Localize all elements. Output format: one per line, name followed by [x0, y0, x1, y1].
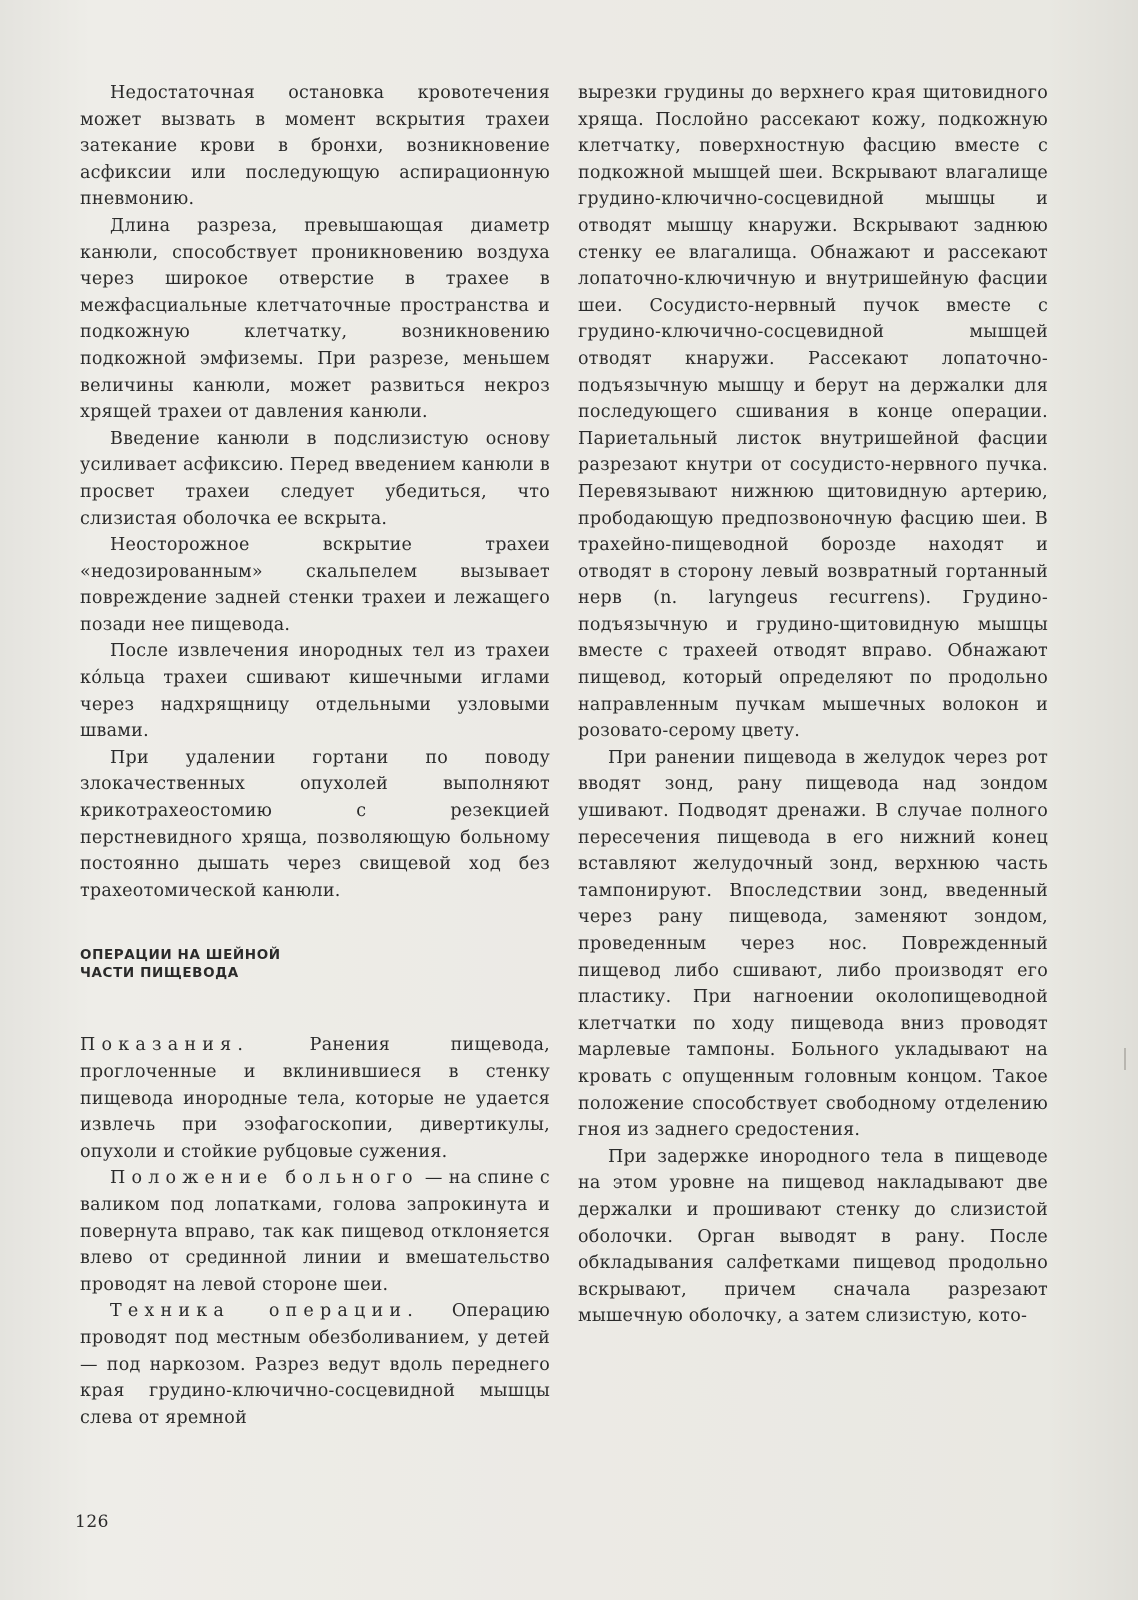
left-column: [80, 80, 550, 1431]
paragraph: При удалении гортани по поводу злокачественных опухолей выполняют крикотрахеостомию с резекцией перстневидного хряща, позволяющую больному постоянно дышать через свищевой ход без трахеотомической канюли.: [80, 747, 550, 901]
technique-text: Операцию проводят под местным обезболиванием, у детей — под наркозом. Разрез ведут вдоль переднего края грудино-ключично-сосцевидной мышцы слева от яремной: [80, 1301, 550, 1428]
indications-text: Ранения пищевода, проглоченные и вклинившиеся в стенку пищевода инородные тела, которые не удается извлечь при эзофагоскопии, дивертикулы, опухоли и стойкие рубцовые сужения.: [80, 1035, 550, 1162]
paragraph: Длина разреза, превышающая диаметр канюли, способствует проникновению воздуха через широкое отверстие в трахее в межфасциальные клетчаточные пространства и подкожную клетчатку, возникновению подкожной эмфиземы. При разрезе, меньшем величины канюли, может развиться некроз хрящей трахеи от давления канюли.: [80, 215, 550, 423]
position-paragraph: [80, 1165, 550, 1298]
page-number: 126: [75, 1512, 109, 1532]
paragraph: При задержке инородного тела в пищеводе на этом уровне на пищевод накладывают две держалки и прошивают стенку до слизистой оболочки. Орган выводят в рану. После обкладывания салфетками пищевод продольно вскрывают, причем сначала разрезают мышечную оболочку, а затем слизистую, кото-: [578, 1146, 1048, 1327]
section-heading-line: ОПЕРАЦИИ НА ШЕЙНОЙ: [80, 947, 281, 964]
paragraph: вырезки грудины до верхнего края щитовидного хряща. Послойно рассекают кожу, подкожную клетчатку, поверхностную фасцию вместе с подкожной мышцей шеи. Вскрывают влагалище грудино-ключично-сосцевидной мышцы и отводят мышцу кнаружи. Вскрывают заднюю стенку ее влагалища. Обнажают и рассекают лопаточно-ключичную и внутришейную фасции шеи. Сосудисто-нервный пучок вместе с грудино-ключично-сосцевидной мышцей отводят кнаружи. Рассекают лопаточно-подъязычную мышцу и берут на держалки для последующего сшивания в конце операции. Париетальный листок внутришейной фасции разрезают кнутри от сосудисто-нервного пучка. Перевязывают нижнюю щитовидную артерию, прободающую предпозвоночную фасцию шеи. В трахейно-пищеводной борозде находят и отводят в сторону левый возвратный гортанный нерв (n. laryngeus recurrens). Грудино-подъязычную и грудино-щитовидную мышцы вместе с трахеей отводят вправо. Обнажают пищевод, который определяют по продольно направленным пучкам мышечных волокон и розовато-серому цвету.: [578, 83, 1048, 742]
paragraph: Недостаточная остановка кровотечения может вызвать в момент вскрытия трахеи затекание крови в бронхи, возникновение асфиксии или последующую аспирационную пневмонию.: [80, 83, 550, 210]
right-column: [578, 80, 1048, 1330]
paragraph: Введение канюли в подслизистую основу усиливает асфиксию. Перед введением канюли в просвет трахеи следует убедиться, что слизистая оболочка ее вскрыта.: [80, 428, 550, 529]
section-heading-line: ЧАСТИ ПИЩЕВОДА: [80, 965, 239, 982]
paragraph: Неосторожное вскрытие трахеи «недозированным» скальпелем вызывает повреждение задней стенки трахеи и лежащего позади нее пищевода.: [80, 535, 550, 635]
position-label: Положение больного: [110, 1168, 419, 1189]
position-text: — на спине с валиком под лопатками, голова запрокинута и повернута вправо, так как пищевод отклоняется влево от срединной линии и вмешательство проводят на левой стороне шеи.: [80, 1168, 550, 1295]
scan-speck: [1124, 1048, 1126, 1070]
technique-label: Техника операции.: [110, 1301, 419, 1322]
indications-paragraph: [80, 1032, 550, 1165]
technique-paragraph: [80, 1298, 550, 1431]
paragraph: При ранении пищевода в желудок через рот вводят зонд, рану пищевода над зондом ушивают. Подводят дренажи. В случае полного пересечения пищевода в его нижний конец вставляют желудочный зонд, верхнюю часть тампонируют. Впоследствии зонд, введенный через рану пищевода, заменяют зондом, проведенным через нос. Поврежденный пищевод либо сшивают, либо производят его пластику. При нагноении околопищеводной клетчатки по ходу пищевода вниз проводят марлевые тампоны. Больного укладывают на кровать с опущенным головным концом. Такое положение способствует свободному отделению гноя из заднего средостения.: [578, 747, 1048, 1141]
indications-label: Показания.: [80, 1035, 250, 1056]
section-heading: [80, 946, 550, 982]
paragraph: После извлечения инородных тел из трахеи кóльца трахеи сшивают кишечными иглами через надхрящницу отдельными узловыми швами.: [80, 641, 550, 742]
